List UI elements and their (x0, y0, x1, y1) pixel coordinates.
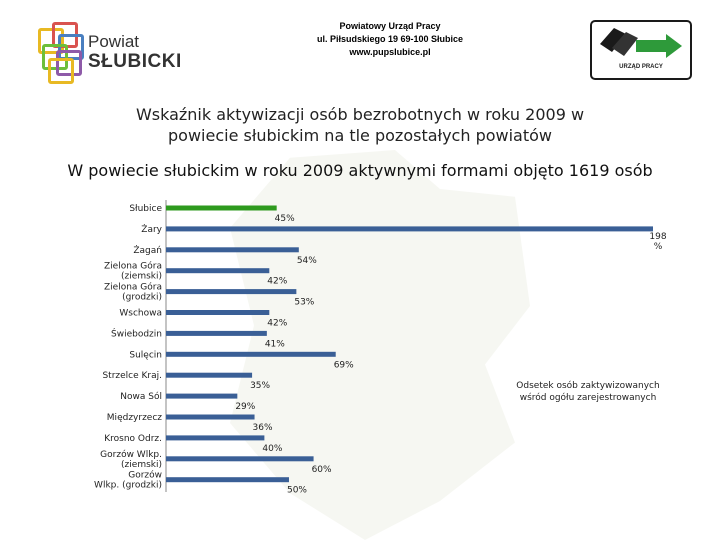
category-label: Międzyrzecz (106, 413, 162, 423)
data-label: 69% (333, 360, 354, 371)
category-label: Zielona Góra (ziemski) (104, 261, 162, 282)
category-label: Zielona Góra (grodzki) (104, 282, 162, 303)
logo-line1: Powiat (88, 32, 140, 51)
bar (166, 456, 314, 461)
bar (166, 394, 237, 399)
category-label: Żary (141, 224, 162, 235)
bar (166, 206, 277, 211)
category-label: Wschowa (119, 308, 162, 319)
category-label: Sulęcin (129, 350, 162, 361)
office-name: Powiatowy Urząd Pracy (339, 21, 441, 31)
data-label: 40% (262, 443, 283, 454)
bar (166, 331, 267, 336)
data-label: 50% (286, 485, 307, 496)
title-line1: Wskaźnik aktywizacji osób bezrobotnych w roku 2009 w (135, 105, 585, 124)
office-address: ul. Piłsudskiego 19 69-100 Słubice (316, 34, 464, 44)
category-label: Nowa Sól (120, 392, 162, 403)
bar (166, 226, 653, 231)
data-label: 42% (267, 276, 288, 287)
bar (166, 435, 264, 440)
data-label: 41% (264, 339, 285, 350)
bar (166, 373, 252, 378)
category-label: Świebodzin (111, 329, 162, 340)
category-label: Gorzów Wlkp. (ziemski) (100, 449, 162, 470)
legend-note-line1: Odsetek osób zaktywizowanych (516, 381, 660, 391)
data-label: 198 % (649, 231, 667, 252)
category-label: Żagań (133, 245, 162, 256)
bar (166, 310, 269, 315)
logo-line2: SŁUBICKI (88, 51, 182, 72)
legend-note (500, 380, 676, 404)
office-url: www.pupslubice.pl (349, 47, 431, 57)
category-label: Gorzów Wlkp. (grodzki) (94, 470, 162, 491)
bar (166, 477, 289, 482)
category-label: Słubice (129, 204, 162, 214)
data-label: 45% (274, 214, 295, 224)
data-label: 29% (235, 402, 256, 413)
data-label: 42% (267, 318, 288, 329)
data-label: 35% (250, 381, 271, 392)
title-line2: powiecie słubickim na tle pozostałych powiatów (168, 126, 552, 145)
category-label: Krosno Odrz. (104, 433, 162, 444)
data-label: 54% (296, 255, 317, 266)
page-subtitle: W powiecie słubickim w roku 2009 aktywnymi formami objęto 1619 osób (67, 161, 653, 180)
category-label: Strzelce Kraj. (102, 371, 162, 382)
bar (166, 268, 269, 273)
bar (166, 247, 299, 252)
bar (166, 289, 296, 294)
right-logo-caption: URZĄD PRACY (619, 64, 663, 70)
bar (166, 415, 255, 420)
data-label: 60% (311, 464, 332, 475)
data-label: 36% (252, 423, 273, 433)
legend-note-line2: wśród ogółu zarejestrowanych (519, 393, 657, 403)
data-label: 53% (294, 297, 315, 308)
bar (166, 352, 336, 357)
